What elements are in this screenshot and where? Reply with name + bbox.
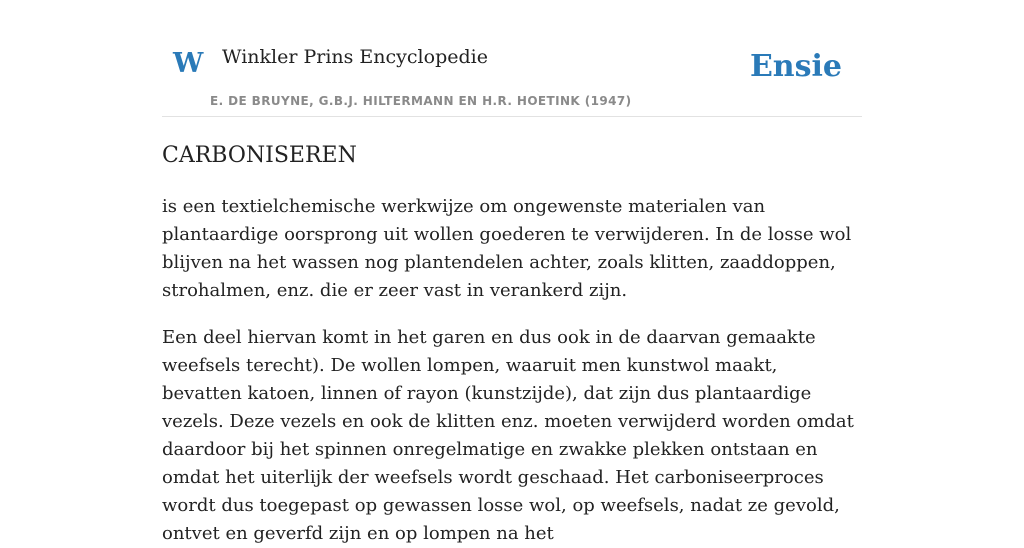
- authors-line: E. DE BRUYNE, G.B.J. HILTERMANN EN H.R. HOETINK (1947): [210, 94, 632, 108]
- article-body: [162, 193, 862, 548]
- article-headword: CARBONISEREN: [162, 143, 357, 168]
- article-paragraph: is een textielchemische werkwijze om ongewenste materialen van plantaardige oorsprong uit wollen goederen te verwijderen. In de losse wol blijven na het wassen nog plantendelen achter, zoals klitten, zaaddoppen, strohalmen, enz. die er zeer vast in verankerd zijn.: [162, 196, 852, 302]
- brand-logo-link[interactable]: Ensie: [749, 49, 842, 84]
- work-logo-icon[interactable]: W: [173, 48, 204, 79]
- content-column: [162, 0, 862, 548]
- work-title-link[interactable]: Winkler Prins Encyclopedie: [222, 46, 488, 68]
- header: [162, 0, 862, 117]
- article-paragraph: Een deel hiervan komt in het garen en dus ook in de daarvan gemaakte weefsels terecht). De wollen lompen, waaruit men kunstwol maakt, bevatten katoen, linnen of rayon (kunstzijde), dat zijn dus plantaardige vezels. Deze vezels en ook de klitten enz. moeten verwijderd worden omdat daardoor bij het spinnen onregelmatige en zwakke plekken ontstaan en omdat het uiterlijk der weefsels wordt geschaad. Het carboniseerproces wordt dus toegepast op gewassen losse wol, op weefsels, nadat ze gevold, ontvet en geverfd zijn en op lompen na het: [162, 327, 854, 545]
